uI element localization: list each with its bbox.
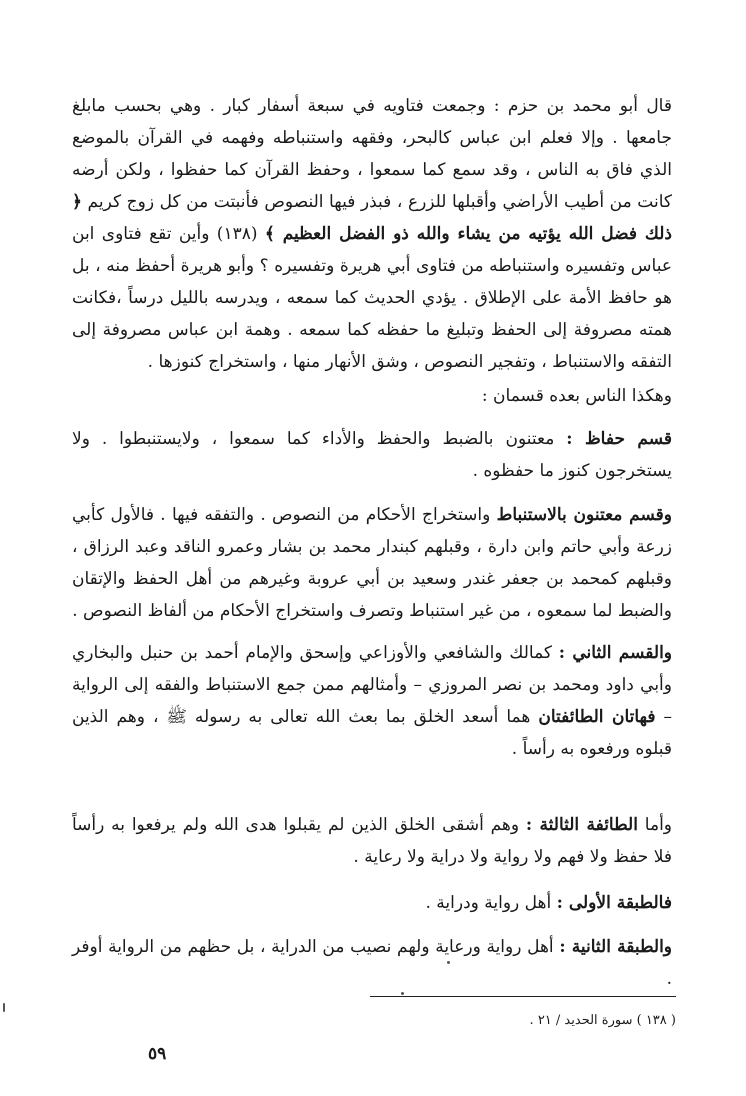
footnote-divider — [370, 996, 676, 997]
scan-speck — [447, 961, 450, 964]
bold-run: فهاتان الطائفتان — [538, 707, 656, 727]
footnote: ( ١٣٨ ) سورة الحديد / ٢١ . — [529, 1013, 676, 1028]
text-run: وهم أشقى الخلق الذين لم يقبلوا هدى الله ولم يرفعوا به رأساً فلا حفظ ولا فهم ولا رواية ولا دراية ولا رعاية . — [72, 815, 672, 867]
text-run: (١٣٨) وأين تقع فتاوى ابن عباس وتفسيره واستنباطه من فتاوى أبي هريرة وتفسيره ؟ وأبو هريرة أحفظ منه ، بل هو حافظ الأمة على الإطلاق . يؤدي الحديث كما سمعه ، ويدرسه بالليل درساً ،فكانت همته مصروفة إلى الحفظ وتبليغ ما حفظه كما سمعه . وهمة ابن عباس مصروفة إلى التفقه والاستنباط ، وتفجير النصوص ، وشق الأنهار منها ، واستخراج كنوزها . — [72, 224, 672, 372]
text-run: معتنون بالضبط والحفظ والأداء كما سمعوا ، ولايستنبطوا . ولا يستخرجون كنوز ما حفظوه . — [72, 429, 672, 481]
text-run: وهكذا الناس بعده قسمان : — [481, 386, 672, 406]
text-run: قال أبو محمد بن حزم : وجمعت فتاويه في سبعة أسفار كبار . وهي بحسب مابلغ جامعها . وإلا فعلم ابن عباس كالبحر، وفقهه واستنباطه وفهمه في القرآن بالموضع الذي فاق به الناس ، وقد سمع كما سمعوا ، وحفظ القرآن كما حفظوا ، ولكن أرضه كانت من أطيب الأراضي وأقبلها للزرع ، فبذر فيها النصوص فأنبتت من كل زوج كريم — [72, 96, 672, 212]
page-number: ٥٩ — [148, 1044, 167, 1064]
bold-run: فالطبقة الأولى : — [556, 893, 672, 913]
bold-run: والطبقة الثانية : — [559, 937, 673, 957]
text-run: وأما — [637, 815, 672, 835]
bold-run: الطائفة الثالثة : — [525, 815, 638, 835]
paragraph-ibn-abbas — [72, 90, 672, 378]
bold-run: وقسم معتنون بالاستنباط — [496, 505, 672, 525]
paragraph-third-group — [72, 809, 672, 873]
paragraph-second-tier — [72, 931, 672, 995]
paragraph-second-group — [72, 637, 672, 765]
page-body — [72, 90, 672, 995]
bold-run: ﴿ ذلك فضل الله يؤتيه من يشاء والله ذو الفضل العظيم ﴾ — [72, 192, 672, 244]
scan-speck — [401, 992, 404, 995]
paragraph-istinbat — [72, 499, 672, 627]
text-run: واستخراج الأحكام من النصوص . والتفقه فيها . فالأول كأبي زرعة وأبي حاتم وابن دارة ، وقبلهم كبندار محمد بن بشار وعمرو الناقد وعبد الرزاق ، وقبلهم كمحمد بن جعفر غندر وسعيد بن أبي عروبة وغيرهم من أهل الحفظ والإتقان والضبط لما سمعوه ، من غير استنباط وتصرف واستخراج الأحكام من ألفاظ النصوص . — [72, 505, 672, 621]
paragraph-huffaz — [72, 423, 672, 487]
text-run: أهل رواية ودراية . — [425, 893, 557, 913]
bold-run: قسم حفاظ : — [566, 429, 673, 449]
paragraph-two-groups — [72, 380, 672, 412]
scan-speck — [3, 1003, 5, 1012]
text-run: هما أسعد الخلق بما بعث الله تعالى به رسوله ﷺ ، وهم الذين قبلوه ورفعوه به رأساً . — [72, 707, 672, 759]
text-run: كمالك والشافعي والأوزاعي وإسحق والإمام أحمد بن حنبل والبخاري وأبي داود ومحمد بن نصر المروزي – وأمثالهم ممن جمع الاستنباط والفقه إلى الرواية – — [72, 643, 672, 727]
text-run: أهل رواية ورعاية ولهم نصيب من الدراية ، بل حظهم من الرواية أوفر . — [72, 937, 672, 989]
bold-run: والقسم الثاني : — [558, 643, 672, 663]
paragraph-first-tier — [72, 887, 672, 919]
